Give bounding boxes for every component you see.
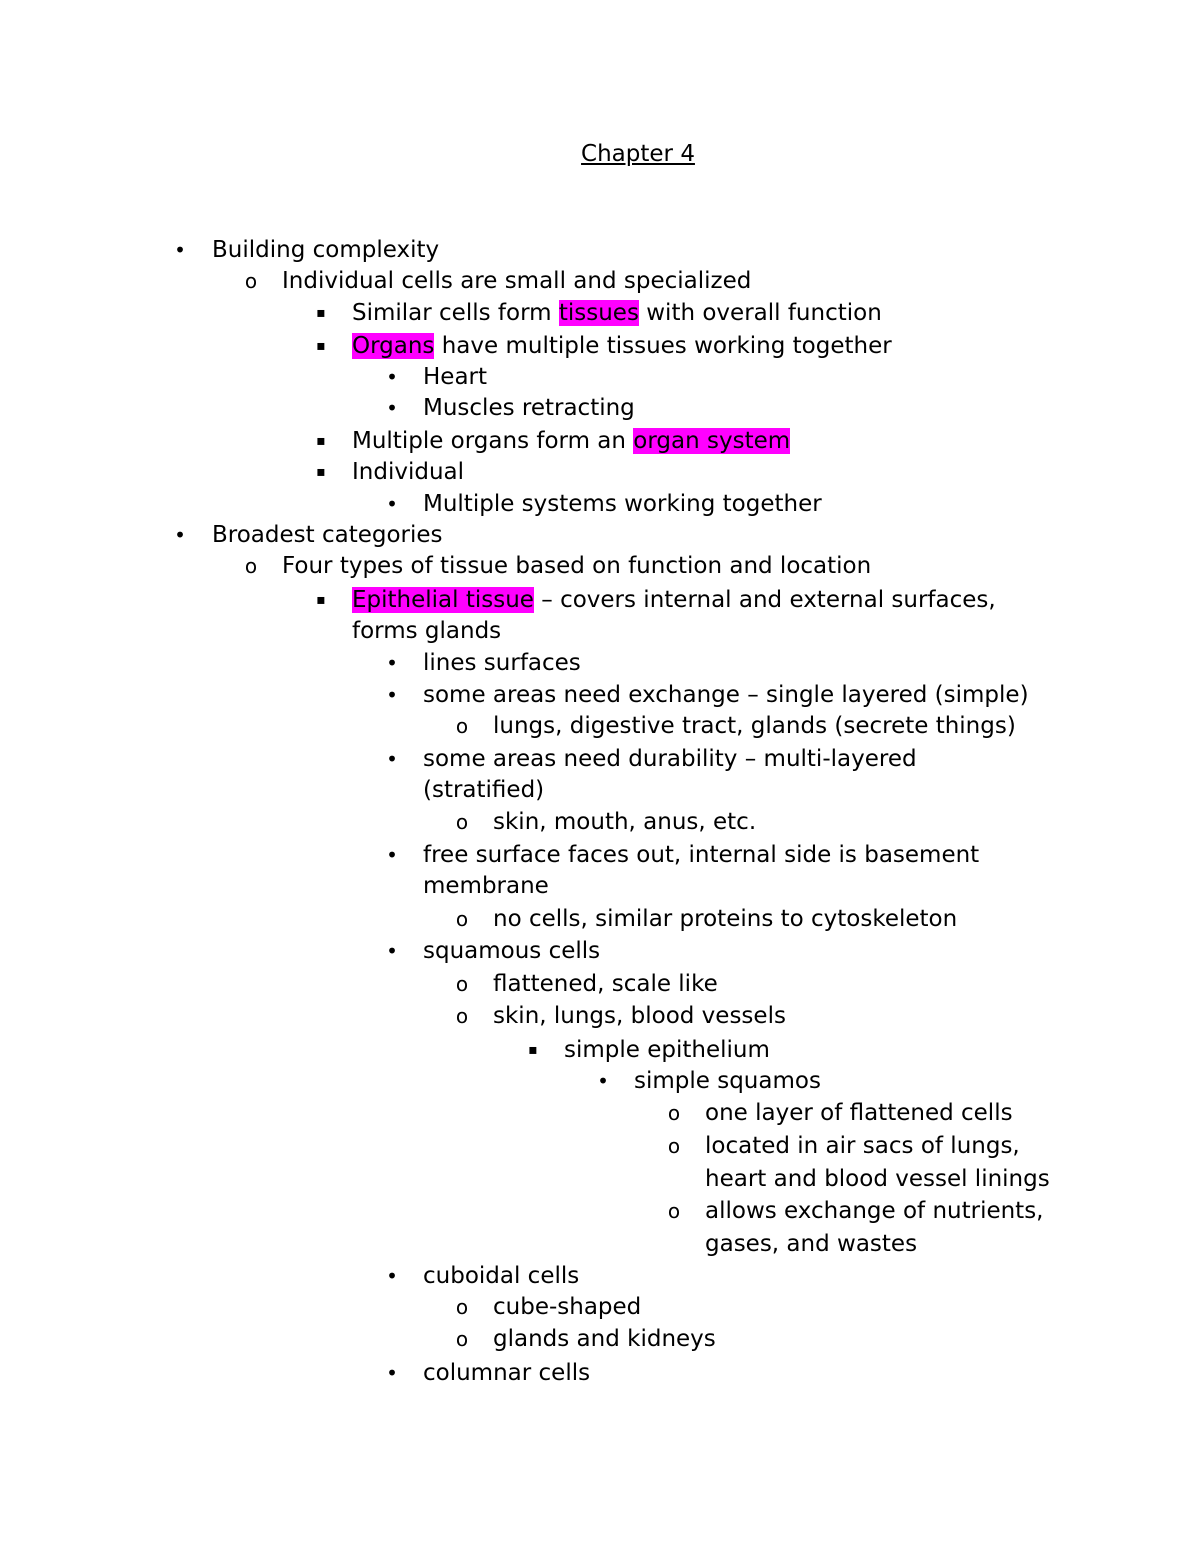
outline-item: Individual xyxy=(352,459,465,485)
outline-item: membrane xyxy=(423,873,549,899)
outline-item: free surface faces out, internal side is basement xyxy=(423,842,980,868)
bullet-marker: • xyxy=(386,365,398,389)
outline-item: one layer of flattened cells xyxy=(705,1100,1013,1126)
item-text: Similar cells form xyxy=(352,300,559,326)
bullet-marker: o xyxy=(667,1134,681,1158)
bullet-marker: o xyxy=(455,1004,469,1028)
outline-item: gases, and wastes xyxy=(705,1231,918,1257)
page-title: Chapter 4 xyxy=(581,141,695,167)
outline-item xyxy=(352,425,790,457)
bullet-marker: • xyxy=(174,523,186,547)
bullet-marker: • xyxy=(386,1361,398,1385)
bullet-marker: • xyxy=(386,939,398,963)
item-text: have multiple tissues working together xyxy=(434,333,892,359)
outline-item: some areas need durability – multi-layered xyxy=(423,746,917,772)
bullet-marker: ▪ xyxy=(528,1042,538,1058)
bullet-marker: o xyxy=(455,714,469,738)
outline-item: Individual cells are small and specialized xyxy=(282,268,752,294)
outline-item xyxy=(352,297,882,329)
highlighted-term: Organs xyxy=(352,333,435,359)
outline-item: Multiple systems working together xyxy=(423,491,822,517)
outline-item: cube-shaped xyxy=(493,1294,642,1320)
bullet-marker: • xyxy=(386,396,398,420)
outline-item: Building complexity xyxy=(212,237,440,263)
outline-item: glands and kidneys xyxy=(493,1326,716,1352)
outline-item: heart and blood vessel linings xyxy=(705,1166,1050,1192)
outline-item: simple epithelium xyxy=(564,1037,770,1063)
outline-item: (stratified) xyxy=(423,777,545,803)
outline-item: lungs, digestive tract, glands (secrete things) xyxy=(493,713,1016,739)
outline-item: Heart xyxy=(423,364,488,390)
highlighted-term: tissues xyxy=(558,300,639,326)
bullet-marker: o xyxy=(244,554,258,578)
outline-item: located in air sacs of lungs, xyxy=(705,1133,1020,1159)
outline-item: skin, lungs, blood vessels xyxy=(493,1003,786,1029)
bullet-marker: o xyxy=(667,1199,681,1223)
outline-item: some areas need exchange – single layered (simple) xyxy=(423,682,1029,708)
outline-item: cuboidal cells xyxy=(423,1263,580,1289)
bullet-marker: • xyxy=(597,1069,609,1093)
bullet-marker: • xyxy=(386,1264,398,1288)
outline-item xyxy=(352,330,892,362)
item-text: Multiple organs form an xyxy=(352,428,634,454)
item-text: with overall function xyxy=(638,300,882,326)
item-text: – covers internal and external surfaces, xyxy=(533,587,996,613)
bullet-marker: • xyxy=(386,651,398,675)
bullet-marker: o xyxy=(455,1295,469,1319)
bullet-marker: o xyxy=(455,810,469,834)
highlighted-term: Epithelial tissue xyxy=(352,587,534,613)
outline-item: simple squamos xyxy=(634,1068,821,1094)
outline-item: no cells, similar proteins to cytoskeleton xyxy=(493,906,958,932)
bullet-marker: o xyxy=(455,1327,469,1351)
highlighted-term: organ system xyxy=(633,428,791,454)
bullet-marker: ▪ xyxy=(316,464,326,480)
bullet-marker: • xyxy=(386,683,398,707)
outline-item: Broadest categories xyxy=(212,522,443,548)
outline-item: skin, mouth, anus, etc. xyxy=(493,809,757,835)
bullet-marker: ▪ xyxy=(316,338,326,354)
outline-item: allows exchange of nutrients, xyxy=(705,1198,1044,1224)
outline-item: squamous cells xyxy=(423,938,601,964)
outline-item xyxy=(352,584,996,616)
outline-item: columnar cells xyxy=(423,1360,591,1386)
outline-item: flattened, scale like xyxy=(493,971,718,997)
bullet-marker: ▪ xyxy=(316,305,326,321)
bullet-marker: • xyxy=(386,492,398,516)
outline-item: forms glands xyxy=(352,618,502,644)
bullet-marker: ▪ xyxy=(316,592,326,608)
bullet-marker: • xyxy=(386,843,398,867)
bullet-marker: • xyxy=(386,747,398,771)
outline-item: lines surfaces xyxy=(423,650,581,676)
outline-item: Four types of tissue based on function and location xyxy=(282,553,872,579)
outline-item: Muscles retracting xyxy=(423,395,635,421)
bullet-marker: o xyxy=(667,1101,681,1125)
bullet-marker: o xyxy=(455,907,469,931)
bullet-marker: • xyxy=(174,238,186,262)
bullet-marker: o xyxy=(244,269,258,293)
bullet-marker: o xyxy=(455,972,469,996)
bullet-marker: ▪ xyxy=(316,433,326,449)
